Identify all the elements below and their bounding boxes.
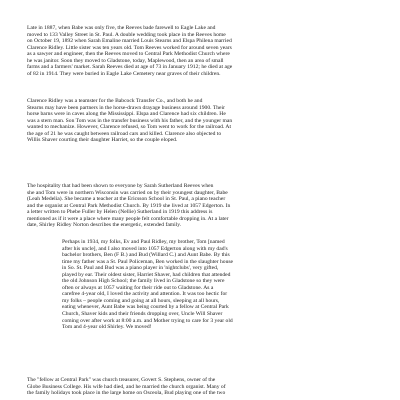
paragraph-reeves-move: Late in 1887, when Babe was only five, the Reeves bade farewell to Eagle Lake and moved to 133 Valley Street in St. Paul. A double wedding took place in the Reeves home on October 19, 1892 when Sarah Emaline married Louis Stearns and Elspa Philena married Clarence Ridley. Little sister was ten years old. Tom Reeves worked for around seven years as a sawyer and engineer, then the Reeves moved to Central Park Methodist Church where he was janitor. Soon they moved to Gladstone, today, Maplewood, then an area of small farms and a farmers' market. Sarah Reeves died at age of 73 in January 1912; he died at age of 82 in 1914. They were buried in Eagle Lake Cemetery near graves of their children. <box>27 25 233 77</box>
paragraph-clarence-ridley: Clarence Ridley was a teamster for the Babcock Transfer Co., and both he and Stearns may have been partners in the horse-drawn drayage business around 1900. Their horse barns were in caves along the Mississippi. Elspa and Clarence had six children. He was a stern man. Son Tom was in the transfer business with his father, and the younger man wanted to mechanize. However, Clarence refused, so Tom went to work for the railroad. At the age of 21 he was caught between railroad cars and killed. Clarence also objected to Willis Shaver courting their daughter Harriet, so the couple eloped. <box>27 98 233 144</box>
paragraph-fellow-at-central-park: The "fellow at Central Park" was church treasurer, Govert S. Stephens, owner of the Globe Business College. His wife had died, and he married the church organist. Many of the family holidays took place in the large home on Osceola, Bud playing one of the two <box>27 377 226 397</box>
paragraph-hospitality: The hospitality that had been shown to everyone by Sarah Sutherland Reeves when she and Tom were in northern Wisconsin was carried on by their youngest daughter, Babe (Leah Medelia). She became a teacher at the Ericsson School in St. Paul, a piano teacher and the organist at Central Park Methodist Church. By 1919 she lived at 1057 Edgerton. In a letter written to Phebe Fuller by Helen (Nellie) Sutherland in 1919 this address is mentioned as if it were a place where many people felt comfortable dropping in. At a later date, Shirley Ridley Norton describes the energetic, extended family. <box>27 183 231 229</box>
quote-shirley-ridley-norton: Perhaps in 1934, my folks, Ev and Paul Ridley, my brother, Tom [named after his uncle], and I also moved into 1057 Edgerton along with my dad's bachelor brothers, Ben (F B.) and Bud (Willard C.) and Aunt Babe. By this time my father was a St. Paul Policeman, Ben worked in the slaughter house in So. St. Paul and Bud was a piano player in 'nightclubs', very gifted, played by ear. Their oldest sister, Harriet Shaver, had children that attended the old Johnson High School; the family lived in Gladstone so they were often or always at 1057 waiting for their ride out to Gladstone. As a carefree 4-year old, I loved the activity and attention. It was too hectic for my folks – people coming and going at all hours, sleeping at all hours, eating whenever, Aunt Babe was being courted by a fellow at Central Park Church, Shaver kids and their friends dropping over, Uncle Will Shaver coming over after work at 8:00 a.m. and Mother trying to care for 3 year old Tom and 4-year old Shirley. We moved! <box>62 239 234 331</box>
